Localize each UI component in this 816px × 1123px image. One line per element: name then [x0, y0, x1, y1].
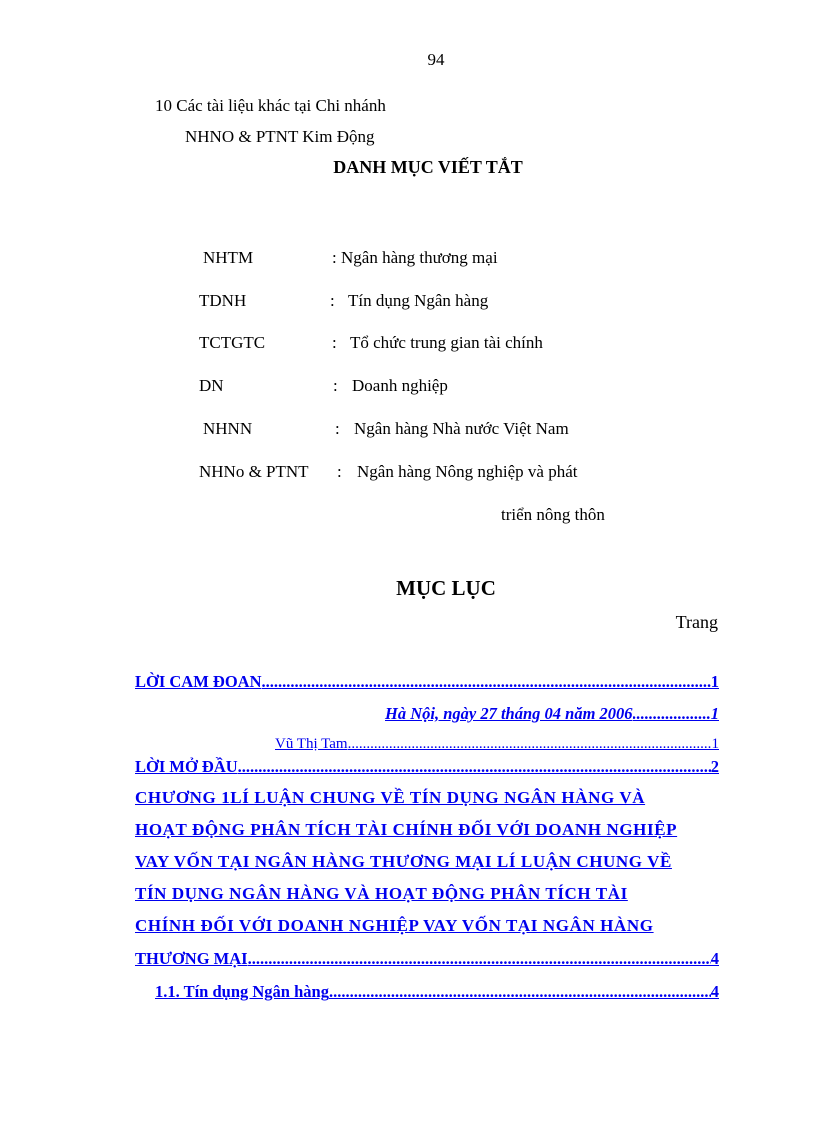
toc-chapter-line[interactable]: CHƯƠNG 1LÍ LUẬN CHUNG VỀ TÍN DỤNG NGÂN HÀNG VÀ — [135, 788, 646, 807]
toc-entry[interactable] — [135, 757, 719, 777]
abbreviation-colon: : — [337, 462, 342, 481]
toc-entry[interactable] — [175, 736, 719, 753]
abbreviation-colon: : — [332, 333, 337, 352]
abbreviation-meaning: Ngân hàng Nhà nước Việt Nam — [354, 419, 569, 438]
abbreviation-colon: : — [335, 419, 340, 438]
abbreviation-term: NHTM — [203, 248, 254, 267]
abbreviation-row — [0, 291, 816, 315]
abbreviation-term: NHNN — [203, 419, 253, 438]
toc-chapter-line[interactable]: TÍN DỤNG NGÂN HÀNG VÀ HOẠT ĐỘNG PHÂN TÍCH TÀI — [135, 884, 628, 903]
toc-entry-page: 2 — [710, 757, 719, 776]
abbreviation-term: TDNH — [199, 291, 247, 310]
abbreviation-term: NHNo & PTNT — [199, 462, 309, 481]
abbreviation-row — [0, 248, 816, 272]
toc-entry[interactable] — [135, 949, 719, 969]
toc-entry-page: 1 — [710, 704, 719, 723]
toc-title: MỤC LỤC — [396, 576, 496, 600]
abbreviation-colon: : — [330, 291, 335, 310]
toc-chapter-line[interactable]: VAY VỐN TẠI NGÂN HÀNG THƯƠNG MẠI LÍ LUẬN CHUNG VỀ — [135, 852, 672, 871]
reference-item-10-line1: 10 Các tài liệu khác tại Chi nhánh — [155, 96, 386, 115]
toc-entry-text: LỜI CAM ĐOAN — [135, 672, 262, 691]
abbreviation-colon: : — [333, 376, 338, 395]
toc-entry-text: THƯƠNG MẠI — [135, 949, 248, 968]
toc-entry-text: LỜI MỞ ĐẦU — [135, 757, 238, 776]
toc-entry[interactable] — [155, 982, 719, 1002]
toc-entry[interactable] — [155, 704, 719, 724]
abbreviation-term: DN — [199, 376, 224, 395]
toc-entry-text: Vũ Thị Tam — [275, 736, 348, 752]
toc-page-header: Trang — [675, 612, 718, 632]
page-number: 94 — [427, 50, 445, 69]
toc-leader-dots — [633, 704, 711, 724]
abbreviation-row — [0, 333, 816, 357]
abbreviation-colon: : — [332, 248, 337, 267]
toc-entry-text: 1.1. Tín dụng Ngân hàng — [155, 982, 329, 1001]
abbreviation-continuation: triển nông thôn — [501, 505, 605, 524]
abbreviation-meaning: Ngân hàng Nông nghiệp và phát — [357, 462, 578, 481]
abbreviations-title: DANH MỤC VIẾT TẮT — [333, 157, 523, 177]
reference-item-10-line2: NHNO & PTNT Kim Động — [185, 127, 375, 146]
toc-chapter-line[interactable]: HOẠT ĐỘNG PHÂN TÍCH TÀI CHÍNH ĐỐI VỚI DOANH NGHIỆP — [135, 820, 678, 839]
toc-leader-dots — [248, 949, 711, 969]
abbreviation-term: TCTGTC — [199, 333, 266, 352]
abbreviation-row — [0, 462, 816, 486]
toc-leader-dots — [348, 736, 712, 753]
toc-entry-page: 1 — [710, 672, 719, 691]
abbreviation-meaning: Doanh nghiệp — [352, 376, 448, 395]
abbreviation-meaning: Tín dụng Ngân hàng — [348, 291, 489, 310]
toc-leader-dots — [238, 757, 711, 777]
toc-leader-dots — [262, 672, 711, 692]
abbreviation-meaning: Ngân hàng thương mại — [341, 248, 498, 267]
toc-leader-dots — [329, 982, 711, 1002]
toc-entry-page: 4 — [710, 949, 719, 968]
toc-chapter-line[interactable]: CHÍNH ĐỐI VỚI DOANH NGHIỆP VAY VỐN TẠI NGÂN HÀNG — [135, 916, 654, 935]
abbreviation-meaning: Tổ chức trung gian tài chính — [350, 333, 543, 352]
toc-entry-text: Hà Nội, ngày 27 tháng 04 năm 2006 — [385, 704, 633, 723]
abbreviation-row — [0, 376, 816, 400]
abbreviation-row — [0, 419, 816, 443]
toc-entry-page: 1 — [711, 736, 719, 752]
toc-entry[interactable] — [135, 672, 719, 692]
toc-entry-page: 4 — [710, 982, 719, 1001]
